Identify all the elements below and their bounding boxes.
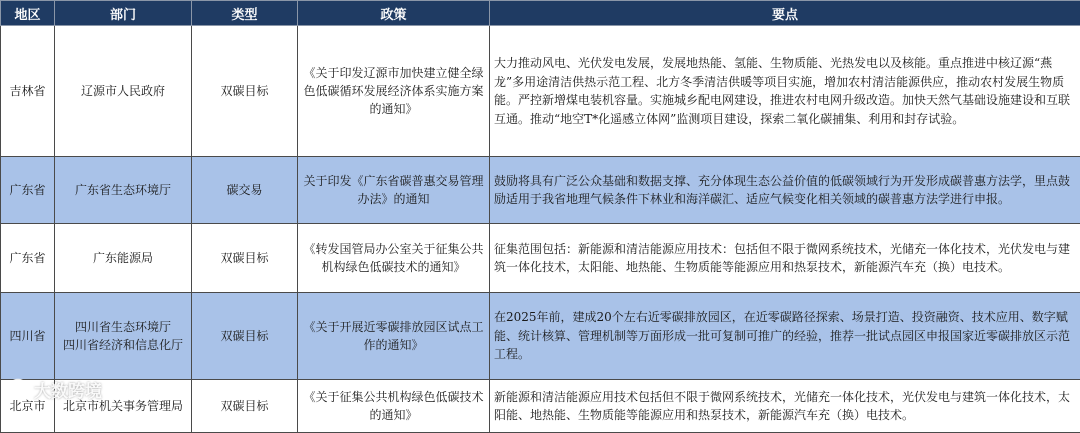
header-points: 要点: [490, 1, 1080, 26]
cell-policy: 《关于征集公共机构绿色低碳技术的通知》: [298, 380, 490, 433]
cell-points: 在2025年前，建成20个左右近零碳排放园区，在近零碳路径探索、场景打造、投资融资、技术应用、数字赋能、统计核算、管理机制等万面形成一批可复制可推广的经验，推荐一批试点园区申报国家近零碳排放区示范工程。: [490, 293, 1080, 380]
cell-policy: 《关于开展近零碳排放园区试点工作的通知》: [298, 293, 490, 380]
table-row: [1, 380, 1080, 433]
cell-dept: 广东省生态环境厅: [55, 157, 192, 224]
cell-points: 大力推动风电、光伏发电发展，发展地热能、氢能、生物质能、光热发电以及核能。重点推进中核辽源“燕龙”多用途清洁供热示范工程、北方冬季清洁供暖等项目实施，增加农村清洁能源供应，推动农村发展生物质能。严控新增煤电装机容量。实施城乡配电网建设，推进农村电网升级改造。加快天然气基础设施建设和互联互通。推动“地空T*化遥感立体网”监测项目建设，探索二氧化碳捕集、利用和封存试验。: [490, 26, 1080, 157]
cell-type: 双碳目标: [192, 293, 298, 380]
table-row: [1, 224, 1080, 293]
table-row: [1, 26, 1080, 157]
cell-region: 四川省: [1, 293, 55, 380]
cell-type: 双碳目标: [192, 224, 298, 293]
header-policy: 政策: [298, 1, 490, 26]
cell-region: 吉林省: [1, 26, 55, 157]
cell-region: 广东省: [1, 157, 55, 224]
table-row: [1, 293, 1080, 380]
cell-points: 征集范围包括：新能源和清洁能源应用技术：包括但不限于微网系统技术，光储充一体化技术，光伏发电与建筑一体化技术，太阳能、地热能、生物质能等能源应用和热泵技术，新能源汽车充（换）电技术。: [490, 224, 1080, 293]
cell-type: 碳交易: [192, 157, 298, 224]
cell-dept: 广东能源局: [55, 224, 192, 293]
cell-policy: 关于印发《广东省碳普惠交易管理办法》的通知: [298, 157, 490, 224]
cell-policy: 《关于印发辽源市加快建立健全绿色低碳循环发展经济体系实施方案的通知》: [298, 26, 490, 157]
header-dept: 部门: [55, 1, 192, 26]
cell-type: 双碳目标: [192, 380, 298, 433]
cell-region: 广东省: [1, 224, 55, 293]
cell-region: 北京市: [1, 380, 55, 433]
cell-points: 新能源和清洁能源应用技术包括但不限于微网系统技术，光储充一体化技术，光伏发电与建筑一体化技术，太阳能、地热能、生物质能等能源应用和热泵技术，新能源汽车充（换）电技术。: [490, 380, 1080, 433]
header-row: [1, 1, 1080, 26]
header-type: 类型: [192, 1, 298, 26]
cell-dept: 辽源市人民政府: [55, 26, 192, 157]
header-region: 地区: [1, 1, 55, 26]
cell-points: 鼓励将具有广泛公众基础和数据支撑、充分体现生态公益价值的低碳领域行为开发形成碳普惠方法学，里点鼓励适用于我省地理气候条件下林业和海洋碳汇、适应气候变化相关领域的碳普惠方法学进行申报。: [490, 157, 1080, 224]
watermark-text: 大数跨境: [34, 377, 102, 402]
cell-type: 双碳目标: [192, 26, 298, 157]
cell-dept: 北京市机关事务管理局: [55, 380, 192, 433]
table-row: [1, 157, 1080, 224]
cell-policy: 《转发国管局办公室关于征集公共机构绿色低碳技术的通知》: [298, 224, 490, 293]
cell-dept: 四川省生态环境厅 四川省经济和信息化厅: [55, 293, 192, 380]
